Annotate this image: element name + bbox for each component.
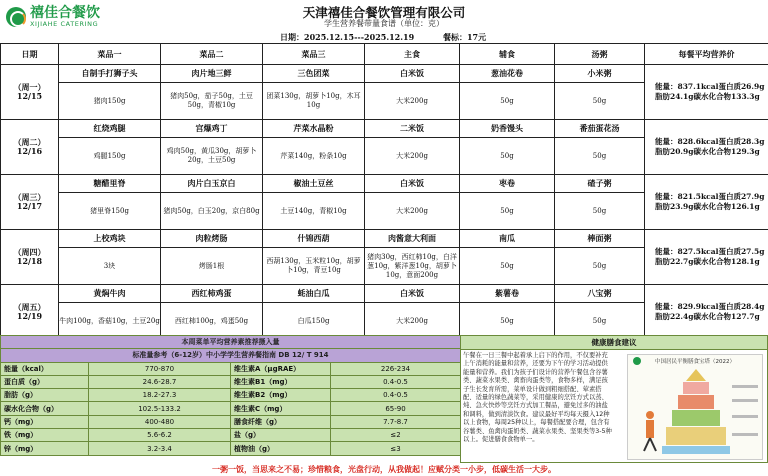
nutrient-name: 能量（kcal）	[1, 362, 89, 375]
dish-name: 番茄蛋花汤	[555, 120, 645, 138]
dish-ingredients: 猪里脊150g	[59, 193, 161, 230]
day-label: （周二）12/16	[1, 120, 59, 175]
nutrient-range: 7.7-8.7	[331, 415, 461, 428]
dish-name: 椒油土豆丝	[263, 175, 365, 193]
day-label: （周四）12/18	[1, 230, 59, 285]
advice-title: 健康膳食建议	[461, 336, 767, 350]
nutrient-range: 65-90	[331, 402, 461, 415]
nutrient-name: 铁（mg）	[1, 429, 89, 442]
nutrient-name: 维生素A（μgRAE）	[231, 362, 331, 375]
nutrition-summary: 能量：821.5kcal蛋白质27.9g脂肪23.9g碳水化合物126.1g	[645, 175, 768, 230]
nutrient-name: 维生素B1（mg）	[231, 375, 331, 388]
column-header: 每餐平均营养价	[645, 44, 768, 65]
nutrient-name: 植物油（g）	[231, 442, 331, 455]
dish-name: 糖醋里脊	[59, 175, 161, 193]
menu-header-row	[1, 44, 768, 65]
nutrient-range: 770-870	[89, 362, 231, 375]
dish-ingredients: 50g	[460, 248, 555, 285]
food-pagoda-image	[627, 354, 763, 460]
dish-ingredients: 芹菜140g，粉条10g	[263, 138, 365, 175]
dish-ingredients: 白瓜150g	[263, 303, 365, 340]
nutrient-range: ≤2	[331, 429, 461, 442]
dish-name: 肉片白玉京白	[161, 175, 263, 193]
nutrition-summary: 能量：829.9kcal蛋白质28.4g脂肪22.4g碳水化合物127.7g	[645, 285, 768, 340]
dish-name: 自制手打狮子头	[59, 65, 161, 83]
dish-name: 什锦西葫	[263, 230, 365, 248]
nutrient-name: 碳水化合物（g）	[1, 402, 89, 415]
dish-name: 二米饭	[365, 120, 460, 138]
dish-name: 白米饭	[365, 65, 460, 83]
dish-ingredients: 土豆140g，青椒10g	[263, 193, 365, 230]
dish-name: 肉粒烤肠	[161, 230, 263, 248]
nutrition-summary: 能量：827.5kcal蛋白质27.5g脂肪22.7g碳水化合物128.1g	[645, 230, 768, 285]
dish-ingredients: 50g	[460, 138, 555, 175]
nutrient-name: 膳食纤维（g）	[231, 415, 331, 428]
standard-intake-table	[0, 335, 461, 456]
standard-row	[1, 429, 461, 442]
column-header: 菜品三	[263, 44, 365, 65]
dish-name: 肉片地三鲜	[161, 65, 263, 83]
food-pagoda-icon	[628, 355, 764, 459]
nutrient-range: 3.2-3.4	[89, 442, 231, 455]
nutrient-range: 24.6-28.7	[89, 375, 231, 388]
dish-name: 紫薯卷	[460, 285, 555, 303]
column-header: 辅食	[460, 44, 555, 65]
dish-ingredients: 猪肉150g	[59, 83, 161, 120]
dish-name: 白米饭	[365, 285, 460, 303]
brand-name-cn: 禧佳合餐饮	[30, 5, 100, 21]
dish-ingredients: 大米200g	[365, 83, 460, 120]
nutrient-name: 维生素C（mg）	[231, 402, 331, 415]
day-label: （周一）12/15	[1, 65, 59, 120]
nutrient-name: 盐（g）	[231, 429, 331, 442]
standard-subtitle: 标准量参考（6-12岁）中小学学生营养餐指南 DB 12/ T 914	[1, 349, 461, 362]
nutrient-name: 锌（mg）	[1, 442, 89, 455]
nutrient-name: 维生素B2（mg）	[231, 389, 331, 402]
dish-name: 小米粥	[555, 65, 645, 83]
standard-row	[1, 389, 461, 402]
dish-row	[1, 175, 768, 193]
pagoda-title: 中国居民平衡膳食宝塔（2022）	[655, 359, 735, 365]
dish-name: 三色团菜	[263, 65, 365, 83]
dish-ingredients: 西葫130g，玉米粒10g，胡萝卜10g，青豆10g	[263, 248, 365, 285]
nutrient-range: 18.2-27.3	[89, 389, 231, 402]
dish-ingredients: 50g	[555, 193, 645, 230]
dish-ingredients: 50g	[555, 248, 645, 285]
menu-table	[0, 43, 768, 340]
dish-ingredients: 猪肉30g，西红柿10g，白洋葱10g，紫洋葱10g，胡萝卜10g，意面200g	[365, 248, 460, 285]
page-subtitle: 学生营养餐带量食谱（单位：克）	[324, 19, 444, 28]
dish-name: 红烧鸡腿	[59, 120, 161, 138]
nutrient-range: 400-480	[89, 415, 231, 428]
dish-ingredients: 大米200g	[365, 138, 460, 175]
dish-name: 西红柿鸡蛋	[161, 285, 263, 303]
standard-row	[1, 442, 461, 455]
dish-ingredients: 50g	[460, 193, 555, 230]
dish-name: 奶香馒头	[460, 120, 555, 138]
dish-row	[1, 120, 768, 138]
dish-name: 肉酱意大利面	[365, 230, 460, 248]
nutrition-summary: 能量：828.6kcal蛋白质28.3g脂肪20.9g碳水化合物129.3g	[645, 120, 768, 175]
dish-name: 碴子粥	[555, 175, 645, 193]
dish-row	[1, 65, 768, 83]
standard-row	[1, 375, 461, 388]
dish-ingredients: 烤肠1根	[161, 248, 263, 285]
column-header: 菜品一	[59, 44, 161, 65]
nutrient-name: 钙（mg）	[1, 415, 89, 428]
dish-ingredients: 鸡腿150g	[59, 138, 161, 175]
nutrient-name: 蛋白质（g）	[1, 375, 89, 388]
dish-name: 黄焖牛肉	[59, 285, 161, 303]
standard-row	[1, 415, 461, 428]
nutrient-range: 0.4-0.5	[331, 389, 461, 402]
standard-row	[1, 402, 461, 415]
dish-ingredients: 大米200g	[365, 303, 460, 340]
dish-name: 南瓜	[460, 230, 555, 248]
date-range: 日期：2025.12.15---2025.12.19	[280, 32, 415, 42]
dish-ingredients: 50g	[460, 303, 555, 340]
dish-name: 棒面粥	[555, 230, 645, 248]
nutrient-range: 226-234	[331, 362, 461, 375]
dish-ingredients: 牛肉100g，香菇10g，土豆20g	[59, 303, 161, 340]
nutrient-range: 5.6-6.2	[89, 429, 231, 442]
advice-text: 午餐在一日三餐中起着承上启下的作用，不仅要补充上午消耗的能量和营养，还要为下午的学习活动提供能量和营养。我们为孩子们设计的营养午餐包含谷薯类、蔬菜水果类、禽畜肉蛋类等，食物多样，满足孩子生长发育所需，菜单设计做到粗细搭配、荤素搭配、适量的绿色蔬菜等，采用健康的烹饪方式以蒸、炖、急火快炒等烹饪方式加工餐品，避免过多的油盐和调料，做到清淡饮食。建议最好平均每天摄入12种以上食物，每周25种以上，每餐搭配要合理，包含有谷薯类、鱼禽肉蛋奶类、蔬菜水果类、坚果类等3-5种以上。促进膳食食物单一。	[463, 352, 612, 444]
column-header: 汤粥	[555, 44, 645, 65]
dish-row	[1, 285, 768, 303]
dish-ingredients: 大米200g	[365, 193, 460, 230]
day-label: （周五）12/19	[1, 285, 59, 340]
dish-name: 八宝粥	[555, 285, 645, 303]
dish-name: 上校鸡块	[59, 230, 161, 248]
dish-name: 芹菜水晶粉	[263, 120, 365, 138]
dish-name: 葱油花卷	[460, 65, 555, 83]
health-advice-panel	[460, 335, 768, 463]
column-header: 日期	[1, 44, 59, 65]
day-label: （周三）12/17	[1, 175, 59, 230]
dish-name: 枣卷	[460, 175, 555, 193]
bottom-section	[0, 335, 768, 463]
standard-title: 本周菜单平均营养素推荐摄入量	[1, 336, 461, 349]
dish-ingredients: 3块	[59, 248, 161, 285]
page-title: 天津禧佳合餐饮管理有限公司	[302, 5, 466, 20]
nutrient-range: ≤3	[331, 442, 461, 455]
dish-name: 宫爆鸡丁	[161, 120, 263, 138]
column-header: 菜品二	[161, 44, 263, 65]
nutrient-range: 0.4-0.5	[331, 375, 461, 388]
nutrition-summary: 能量：837.1kcal蛋白质26.9g脂肪24.1g碳水化合物133.3g	[645, 65, 768, 120]
dish-ingredients: 西红柿100g，鸡蛋50g	[161, 303, 263, 340]
nutrient-range: 102.5-133.2	[89, 402, 231, 415]
nutrient-name: 脂肪（g）	[1, 389, 89, 402]
dish-ingredients: 猪肉50g，茄子50g，土豆50g，青椒10g	[161, 83, 263, 120]
brand-name-en: XIJIAHE CATERING	[30, 20, 99, 28]
dish-ingredients: 团菜130g，胡萝卜10g，木耳10g	[263, 83, 365, 120]
dish-name: 蚝油白瓜	[263, 285, 365, 303]
dish-ingredients: 猪肉50g，白玉20g，京白80g	[161, 193, 263, 230]
footer-slogan: 一粥一饭，当思来之不易；珍惜粮食，光盘行动，从我做起！应赋分类一小步，低碳生活一大步。	[212, 464, 556, 474]
column-header: 主食	[365, 44, 460, 65]
dish-ingredients: 50g	[460, 83, 555, 120]
dish-ingredients: 50g	[555, 83, 645, 120]
meal-price: 餐标：17元	[442, 32, 487, 42]
standard-row	[1, 362, 461, 375]
date-row	[280, 32, 512, 43]
dish-row	[1, 230, 768, 248]
dish-name: 白米饭	[365, 175, 460, 193]
dish-ingredients: 鸡肉50g，黄瓜30g，胡萝卜20g，土豆50g	[161, 138, 263, 175]
dish-ingredients: 50g	[555, 138, 645, 175]
dish-ingredients: 50g	[555, 303, 645, 340]
